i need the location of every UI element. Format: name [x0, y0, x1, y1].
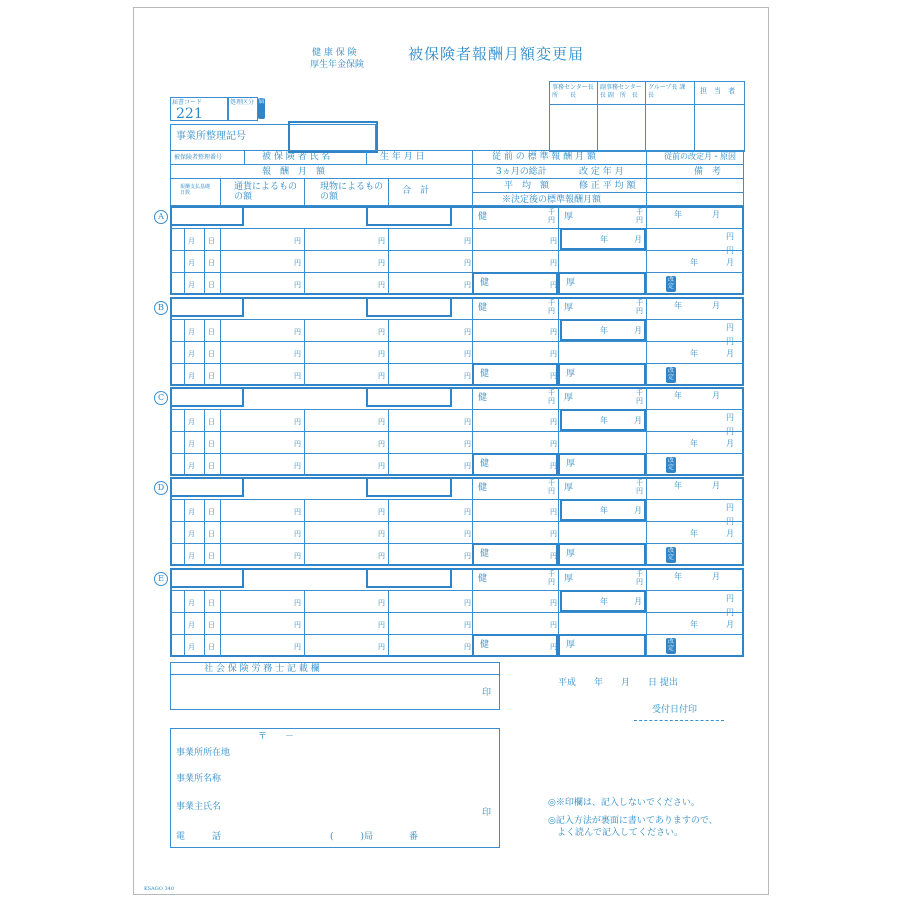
- yen-label: 円: [378, 530, 385, 538]
- yen-label: 円: [550, 237, 557, 245]
- day-label: 日: [208, 418, 215, 426]
- col-prev-revision: 従前の改定月・原因: [664, 152, 736, 161]
- thousand-yen: 千円: [548, 479, 555, 495]
- yen-label: 円: [464, 440, 471, 448]
- yen-label: 円: [550, 508, 557, 516]
- birth-input[interactable]: [366, 297, 452, 317]
- yen-label: 円: [550, 621, 557, 629]
- col-insured-number: 被保険者整理番号: [174, 154, 223, 161]
- yen-label: 円: [464, 328, 471, 336]
- yen-label: 円: [294, 372, 301, 380]
- month-label: 月: [188, 508, 195, 516]
- col-corrected-avg: 修 正 平 均 額: [579, 181, 636, 191]
- health-label: 健: [478, 574, 488, 584]
- row-letter: D: [154, 481, 168, 495]
- row-letter: B: [154, 301, 168, 315]
- pension-label: 厚: [566, 640, 576, 650]
- yen-label: 円: [550, 643, 557, 651]
- remarks-month: 月: [726, 620, 734, 629]
- month-label: 月: [188, 259, 195, 267]
- yen-label: 円: [294, 418, 301, 426]
- office-address-label: 事業所所在地: [176, 748, 231, 758]
- remarks-month: 月: [726, 529, 734, 538]
- remarks-yen: 円: [726, 246, 734, 255]
- month-label: 月: [188, 372, 195, 380]
- thousand-yen: 千円: [636, 479, 643, 495]
- col-pay-days: 報酬支払基礎日数: [180, 184, 211, 196]
- col-total: 合 計: [402, 186, 430, 196]
- pref-code-value: 221: [176, 106, 203, 122]
- yen-label: 円: [378, 643, 385, 651]
- yen-label: 円: [550, 440, 557, 448]
- yen-label: 円: [464, 281, 471, 289]
- revision-year-label: 年: [600, 235, 608, 244]
- health-label: 健: [480, 278, 490, 288]
- yen-label: 円: [294, 440, 301, 448]
- yen-label: 円: [378, 372, 385, 380]
- day-label: 日: [208, 621, 215, 629]
- yen-label: 円: [464, 530, 471, 538]
- remarks-yen: 円: [726, 337, 734, 346]
- health-label: 健: [478, 303, 488, 313]
- health-label: 健: [480, 369, 490, 379]
- remarks-year: 年: [690, 620, 698, 629]
- day-label: 日: [208, 462, 215, 470]
- day-label: 日: [208, 643, 215, 651]
- revision-month-label: 月: [634, 326, 642, 335]
- month-label: 月: [188, 350, 195, 358]
- approval-1: 事務センター長 所 長: [552, 84, 594, 99]
- month-label: 月: [188, 440, 195, 448]
- col-remarks: 備 考: [694, 167, 722, 177]
- yen-label: 円: [378, 237, 385, 245]
- remarks-yen: 円: [726, 594, 734, 603]
- note-2: ◎記入方法が裏面に書いてありますので、: [548, 816, 718, 826]
- revision-badge: 改定: [667, 638, 674, 652]
- yen-label: 円: [294, 552, 301, 560]
- prev-revision-month: 月: [712, 572, 720, 581]
- col-birth: 生 年 月 日: [380, 152, 425, 162]
- health-label: 健: [478, 393, 488, 403]
- yen-label: 円: [550, 281, 557, 289]
- revision-month-label: 月: [634, 235, 642, 244]
- col-revision-month: 改 定 年 月: [579, 167, 624, 177]
- remarks-yen: 円: [726, 323, 734, 332]
- day-label: 日: [208, 599, 215, 607]
- row-letter: A: [154, 210, 168, 224]
- row-letter: E: [154, 572, 168, 586]
- office-number-label: 事業所整理記号: [176, 131, 246, 142]
- yen-label: 円: [294, 508, 301, 516]
- pension-label: 厚: [564, 212, 574, 222]
- yen-label: 円: [464, 599, 471, 607]
- prev-revision-year: 年: [674, 391, 682, 400]
- remarks-month: 月: [726, 258, 734, 267]
- thousand-yen: 千円: [548, 299, 555, 315]
- remarks-yen: 円: [726, 413, 734, 422]
- phone-label: 電 話: [176, 832, 222, 842]
- revision-month-label: 月: [634, 597, 642, 606]
- pension-label: 厚: [564, 483, 574, 493]
- col-average: 平 均 額: [504, 181, 550, 191]
- revision-badge: 改定: [667, 276, 674, 290]
- health-label: 健: [478, 212, 488, 222]
- day-label: 日: [208, 328, 215, 336]
- revision-badge: 改定: [667, 367, 674, 381]
- yen-label: 円: [550, 418, 557, 426]
- month-label: 月: [188, 621, 195, 629]
- day-label: 日: [208, 440, 215, 448]
- yen-label: 円: [464, 552, 471, 560]
- form-sheet: [133, 7, 769, 895]
- col-decided: ※決定後の標準報酬月額: [502, 195, 602, 205]
- yen-label: 円: [464, 462, 471, 470]
- thousand-yen: 千円: [548, 389, 555, 405]
- approval-3: グループ長 課 長: [648, 84, 698, 99]
- note-3: よく読んで記入してください。: [548, 828, 684, 838]
- insured-number-input[interactable]: [170, 477, 244, 497]
- thousand-yen: 千円: [548, 570, 555, 586]
- prev-revision-year: 年: [674, 301, 682, 310]
- yen-label: 円: [550, 530, 557, 538]
- remarks-yen: 円: [726, 427, 734, 436]
- remarks-year: 年: [690, 349, 698, 358]
- revision-month-label: 月: [634, 416, 642, 425]
- remarks-year: 年: [690, 529, 698, 538]
- health-label: 健: [480, 549, 490, 559]
- col-payment-month: 報 酬 月 額: [262, 167, 326, 177]
- submission-date: 平成 年 月 日 提出: [558, 678, 678, 688]
- office-info-box[interactable]: [170, 728, 500, 848]
- yen-label: 円: [294, 530, 301, 538]
- thousand-yen: 千円: [636, 389, 643, 405]
- birth-input[interactable]: [366, 387, 452, 407]
- yen-label: 円: [550, 599, 557, 607]
- month-label: 月: [188, 281, 195, 289]
- prev-revision-year: 年: [674, 481, 682, 490]
- health-label: 健: [480, 459, 490, 469]
- birth-input[interactable]: [366, 477, 452, 497]
- yen-label: 円: [378, 440, 385, 448]
- prev-revision-year: 年: [674, 210, 682, 219]
- remarks-yen: 円: [726, 517, 734, 526]
- yen-label: 円: [464, 418, 471, 426]
- birth-input[interactable]: [366, 206, 452, 226]
- yen-label: 円: [464, 621, 471, 629]
- office-name-label: 事業所名称: [176, 774, 222, 784]
- col-name: 被 保 険 者 氏 名: [262, 152, 331, 162]
- yen-label: 円: [550, 350, 557, 358]
- owner-name-label: 事業主氏名: [176, 802, 222, 812]
- thousand-yen: 千円: [636, 570, 643, 586]
- insured-number-input[interactable]: [170, 297, 244, 317]
- office-number-input[interactable]: [288, 121, 378, 153]
- prev-revision-month: 月: [712, 481, 720, 490]
- health-label: 健: [478, 483, 488, 493]
- remarks-year: 年: [690, 258, 698, 267]
- revision-month-label: 月: [634, 506, 642, 515]
- phone-format: ( )局 番: [330, 832, 419, 842]
- yen-label: 円: [294, 621, 301, 629]
- yen-label: 円: [378, 281, 385, 289]
- prev-revision-month: 月: [712, 210, 720, 219]
- col-three-month-total: 3ヵ月の総計: [496, 167, 547, 177]
- yen-label: 円: [464, 643, 471, 651]
- yen-label: 円: [294, 328, 301, 336]
- yen-label: 円: [294, 237, 301, 245]
- yen-label: 円: [378, 350, 385, 358]
- pref-code-label: 届書コード: [172, 99, 203, 106]
- remarks-yen: 円: [726, 232, 734, 241]
- process-badge: 届: [258, 98, 265, 119]
- revision-badge: 改定: [667, 547, 674, 561]
- pension-label: 厚: [564, 393, 574, 403]
- yen-label: 円: [294, 281, 301, 289]
- day-label: 日: [208, 508, 215, 516]
- remarks-month: 月: [726, 349, 734, 358]
- yen-label: 円: [378, 259, 385, 267]
- yen-label: 円: [294, 350, 301, 358]
- pension-label: 厚: [566, 459, 576, 469]
- insured-number-input[interactable]: [170, 387, 244, 407]
- day-label: 日: [208, 281, 215, 289]
- thousand-yen: 千円: [548, 208, 555, 224]
- insured-number-input[interactable]: [170, 206, 244, 226]
- remarks-year: 年: [690, 439, 698, 448]
- thousand-yen: 千円: [636, 208, 643, 224]
- day-label: 日: [208, 372, 215, 380]
- revision-year-label: 年: [600, 326, 608, 335]
- note-1: ◎※印欄は、記入しないでください。: [548, 798, 700, 808]
- pension-label: 厚: [564, 303, 574, 313]
- yen-label: 円: [464, 508, 471, 516]
- insured-number-input[interactable]: [170, 568, 244, 588]
- yen-label: 円: [294, 599, 301, 607]
- yen-label: 円: [550, 328, 557, 336]
- pension-label: 厚: [566, 369, 576, 379]
- yen-label: 円: [550, 552, 557, 560]
- approval-4: 担 当 者: [700, 87, 735, 95]
- yen-label: 円: [550, 259, 557, 267]
- col-currency: 通貨によるものの額: [234, 182, 298, 202]
- publisher-mark: KSAGO 340: [144, 886, 174, 892]
- received-stamp-label: 受付日付印: [652, 705, 698, 715]
- col-prev-standard: 従 前 の 標 準 報 酬 月 額: [492, 152, 596, 162]
- day-label: 日: [208, 237, 215, 245]
- form-title: 被保険者報酬月額変更届: [408, 45, 585, 63]
- yen-label: 円: [378, 621, 385, 629]
- owner-seal: 印: [482, 808, 492, 818]
- revision-badge: 改定: [667, 457, 674, 471]
- month-label: 月: [188, 328, 195, 336]
- yen-label: 円: [378, 418, 385, 426]
- yen-label: 円: [550, 462, 557, 470]
- yen-label: 円: [378, 328, 385, 336]
- yen-label: 円: [464, 372, 471, 380]
- day-label: 日: [208, 350, 215, 358]
- month-label: 月: [188, 643, 195, 651]
- prev-revision-month: 月: [712, 301, 720, 310]
- revision-year-label: 年: [600, 506, 608, 515]
- insurance-line-1: 健 康 保 険: [312, 48, 357, 58]
- sharoushi-label: 社 会 保 険 労 務 士 記 載 欄: [204, 664, 320, 674]
- remarks-yen: 円: [726, 608, 734, 617]
- birth-input[interactable]: [366, 568, 452, 588]
- yen-label: 円: [294, 643, 301, 651]
- health-label: 健: [480, 640, 490, 650]
- month-label: 月: [188, 552, 195, 560]
- col-in-kind: 現物によるものの額: [320, 182, 384, 202]
- yen-label: 円: [378, 508, 385, 516]
- process-label: 処理区分: [230, 99, 255, 106]
- month-label: 月: [188, 418, 195, 426]
- revision-year-label: 年: [600, 416, 608, 425]
- pension-label: 厚: [566, 278, 576, 288]
- pension-label: 厚: [566, 549, 576, 559]
- month-label: 月: [188, 237, 195, 245]
- month-label: 月: [188, 530, 195, 538]
- prev-revision-month: 月: [712, 391, 720, 400]
- yen-label: 円: [294, 259, 301, 267]
- row-letter: C: [154, 391, 168, 405]
- day-label: 日: [208, 259, 215, 267]
- yen-label: 円: [378, 462, 385, 470]
- thousand-yen: 千円: [636, 299, 643, 315]
- remarks-yen: 円: [726, 503, 734, 512]
- yen-label: 円: [294, 462, 301, 470]
- day-label: 日: [208, 530, 215, 538]
- yen-label: 円: [550, 372, 557, 380]
- prev-revision-year: 年: [674, 572, 682, 581]
- remarks-month: 月: [726, 439, 734, 448]
- day-label: 日: [208, 552, 215, 560]
- postal-label: 〒 －: [258, 732, 295, 742]
- yen-label: 円: [464, 259, 471, 267]
- month-label: 月: [188, 599, 195, 607]
- approval-2: 副事務センター長 副 所 長: [600, 84, 642, 99]
- yen-label: 円: [378, 552, 385, 560]
- yen-label: 円: [378, 599, 385, 607]
- month-label: 月: [188, 462, 195, 470]
- yen-label: 円: [464, 350, 471, 358]
- insurance-line-2: 厚生年金保険: [310, 60, 365, 70]
- revision-year-label: 年: [600, 597, 608, 606]
- sharoushi-seal: 印: [482, 688, 492, 698]
- yen-label: 円: [464, 237, 471, 245]
- pension-label: 厚: [564, 574, 574, 584]
